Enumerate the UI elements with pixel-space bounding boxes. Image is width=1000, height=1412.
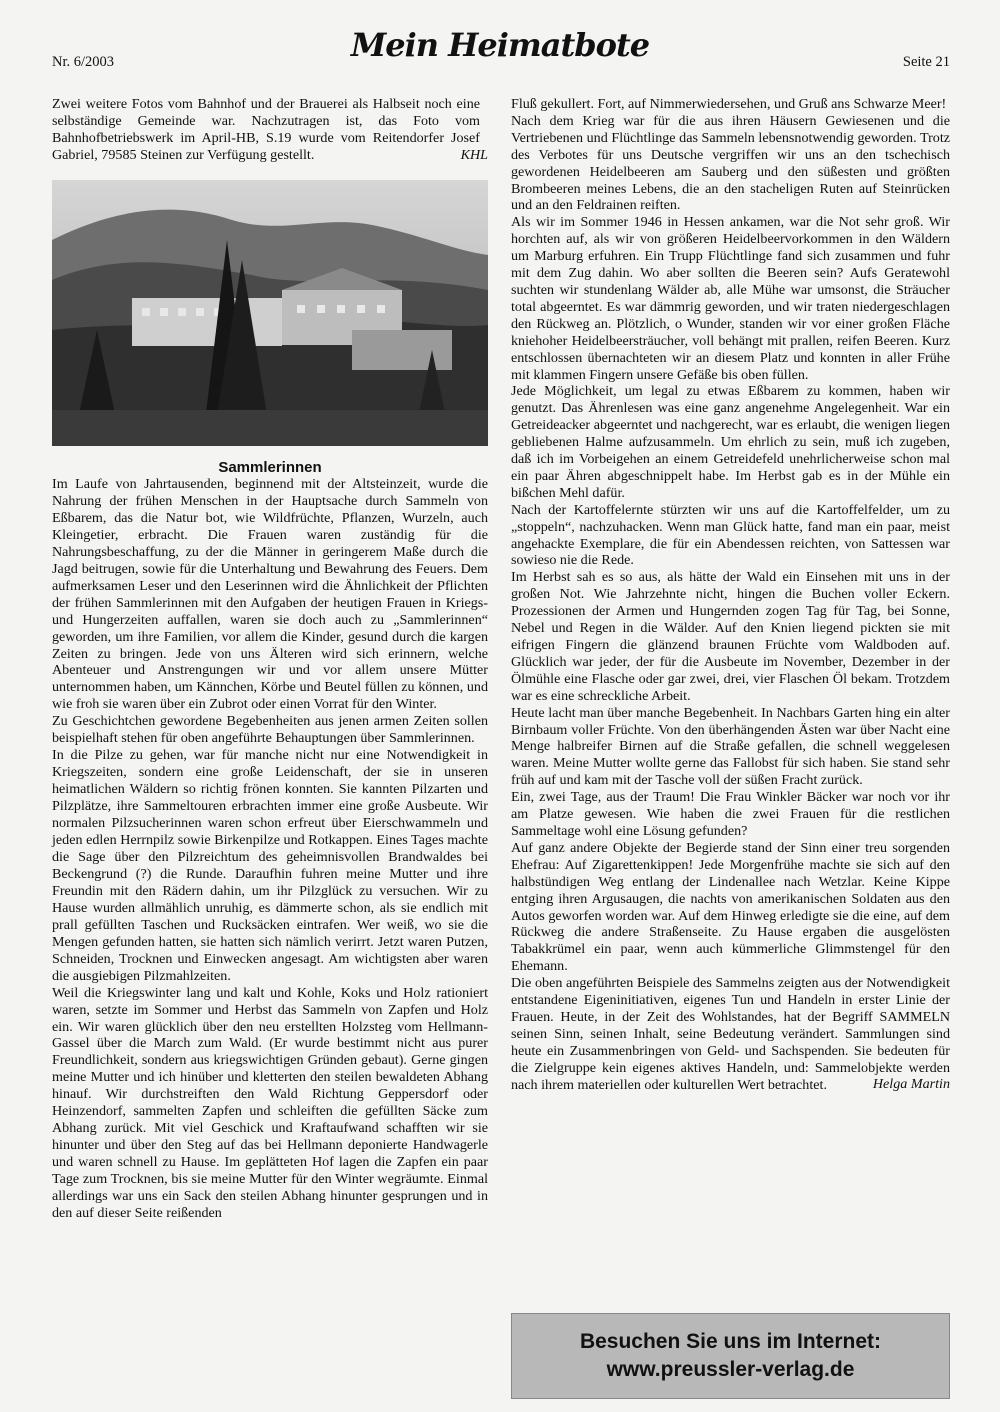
paragraph: In die Pilze zu gehen, war für manche nicht nur eine Notwendigkeit in Kriegszeiten, sondern eine große Leidenschaft, der sie in unseren heimatlichen Wäldern so richtig frönen konnten. Sie kannten Pilzarten und Pilzplätze, ihre Sammeltouren erbrachten immer eine große Ausbeute. Wir normalen Pilzsucherinnen waren schon erfreut über Eierschwammeln und jeden edlen Herrnpilz sowie Birkenpilze und Rotkappen. Eines Tages machte die Sage über den Pilzreichtum des geheimnisvollen Brandwaldes bei Beckengrund (?) die Runde. Daraufhin fuhren meine Mutter und ihre Freundin mit den Rädern dahin, um ihr Pilzglück zu versuchen. Wir zu Hause wurden allmählich unruhig, es dämmerte schon, als sie endlich mit prall gefüllten Taschen und Rucksäcken eintrafen. Wer weiß, wo sie die Mengen gefunden hatten, sie hatten sich nämlich verirrt. Jetzt waren Putzen, Schneiden, Trocknen und Einwecken angesagt. Am wichtigsten aber waren die ausgiebigen Pilzmahlzeiten. [52, 747, 488, 984]
ad-headline: Besuchen Sie uns im Internet: [579, 1330, 882, 1353]
article-left-column [52, 476, 488, 1222]
paragraph: Jede Möglichkeit, um legal zu etwas Eßbarem zu kommen, haben wir genutzt. Das Ährenlesen was eine ganz angenehme Angelegenheit. War ein Getreideacker abgeerntet und nachgerecht, war es erlaubt, die wenigen liegen gebliebenen Halme aufzusammeln. Um ehrlich zu sein, muß ich zugeben, daß ich im Vorbeigehen an einem Getreidefeld unehrlicherweise schon mal ein paar Ähren abgeschnippelt habe. Im Herbst gab es in der Mühle ein bißchen Mehl dafür. [511, 383, 950, 501]
issue-number: Nr. 6/2003 [52, 54, 115, 70]
paragraph: Auf ganz andere Objekte der Begierde stand der Sinn einer treu sorgenden Ehefrau: Auf Zigarettenkippen! Jede Morgenfrühe machte sie sich auf den halbstündigen Weg entlang der Lindenallee nach Wetzlar. Keine Kippe entging ihren Argusaugen, die nachts von amerikanischen Soldaten aus den Autos geworfen worden war. Auf dem Hinweg erledigte sie die eine, auf dem Rückweg die andere Straßenseite. Zu Hause ergaben die ausgelösten Tabakkrümel ein paar, wenn auch kümmerliche Glimmstengel für den Ehemann. [511, 839, 950, 975]
paragraph: Heute lacht man über manche Begebenheit. In Nachbars Garten hing ein alter Birnbaum voller Früchte. Von den überhängenden Ästen war über Nacht eine Menge halbreifer Birnen auf die Straße gefallen, die schnell weggelesen waren. Meine Mutter wollte gerne das Fallobst für sich haben. Sie stand sehr früh auf und kam mit der Tasche voll der süßen Fracht zurück. [511, 704, 950, 789]
paragraph: Nach dem Krieg war für die aus ihren Häusern Gewiesenen und die Vertriebenen und Flüchtlinge das Sammeln lebensnotwendig geworden. Trotz des Verbotes für uns Deutsche vergriffen wir uns an den tschechisch gewordenen Heidelbeeren am Sauberg und den süßesten und größten Brombeeren meines Lebens, die an den stacheligen Ruten auf Steinrücken und an den Feldrainen reiften. [511, 112, 950, 214]
ad-url-link[interactable]: www.preussler-verlag.de [606, 1358, 855, 1381]
closing-paragraph: Die oben angeführten Beispiele des Sammelns zeigten aus der Notwendigkeit entstandene Eigeninitiativen, eigenes Tun und Handeln in erster Linie der Frauen. Heute, in der Zeit des Wohlstandes, hat der Begriff SAMMELN seinen Sinn, seinen Inhalt, seine Bedeutung verändert. Sammlungen sind heute ein Zusammenbringen von Geld- und Sachspenden. Sie bedeuten für die Zielgruppe kein eigenes aktives Handeln, und: Sammelobjekte werden nach ihrem materiellen oder kulturellen Wert betrachtet. [511, 975, 950, 1093]
intro-block [52, 96, 488, 164]
paragraph: Nach der Kartoffelernte stürzten wir uns auf die Kartoffelfelder, um zu „stoppeln“, nachzuhacken. Wenn man Glück hatte, fand man ein paar, meist angehackte Exemplare, die für ein Abendessen reichten, von Sattessen war sowieso nie die Rede. [511, 501, 950, 569]
page-number: Seite 21 [902, 54, 950, 70]
paragraph: Weil die Kriegswinter lang und kalt und Kohle, Koks und Holz rationiert waren, setzte im Sommer und Herbst das Sammeln von Zapfen und Holz ein. Wir waren glücklich über den neu erstellten Holzsteg vom Hellmann-Gassel über die March zum Wald. (Er wurde bestimmt nicht aus purer Freundlichkeit, sondern aus kriegswichtigen Gründen gebaut). Gerne gingen meine Mutter und ich hinüber und kletterten den steilen bewaldeten Abhang hinauf. Wir durchstreiften den Wald Richtung Geppersdorf oder Heinzendorf, sammelten Zapfen und schleiften die gefüllten Säcke zum Abhang zurück. Mit viel Geschick und Kraftaufwand schafften wir sie hinunter und über den Steg auf das bei Hellmann deponierte Handwagerle und waren schnell zu Hause. Im geplätteten Hof lagen die Zapfen ein paar Tage zum Trocknen, bis sie meine Mutter für den Winter wegräumte. Einmal allerdings war uns ein Sack den steilen Abhang hinunter gesprungen und in den auf dieser Seite reißenden [52, 984, 488, 1221]
article-author: Helga Martin [872, 1076, 950, 1093]
article-title: Sammlerinnen [218, 459, 322, 476]
paragraph: Zu Geschichtchen gewordene Begebenheiten aus jenen armen Zeiten sollen beispielhaft stehen für oben angeführte Behauptungen über Sammlerinnen. [52, 713, 488, 747]
paragraph: Ein, zwei Tage, aus der Traum! Die Frau Winkler Bäcker war noch vor ihr am Platze gewesen. Wie haben die zwei Frauen für die restlichen Sammeltage wohl eine Lösung gefunden? [511, 789, 950, 839]
intro-author: KHL [460, 146, 488, 163]
historic-photo [52, 180, 488, 446]
article-right-column [511, 96, 950, 1093]
paragraph: Im Laufe von Jahrtausenden, beginnend mit der Altsteinzeit, wurde die Nahrung der frühen Menschen in der Hauptsache durch Sammeln von Eßbarem, das die Natur bot, wie Wildfrüchte, Pflanzen, Wurzeln, auch Kleingetier, erbracht. Die Frauen waren zuständig für die Nahrungsbeschaffung, zu der die Männer in geringerem Maße durch die Jagd beitrugen, sowie für die Unterhaltung und Bewahrung des Feuers. Dem aufmerksamen Leser und den Leserinnen wird die Ähnlichkeit der Pflichten der frühen Sammlerinnen mit den Aufgaben der heutigen Frauen in Kriegs- und Hungerzeiten auffallen, waren sie doch auch zu „Sammlerinnen“ geworden, um ihre Familien, vor allem die Kinder, gesund durch die kargen Zeiten zu bringen. Jede von uns Älteren wird sich erinnern, welche Abenteuer und Anstrengungen wir und vor allem unsere Mütter unternommen haben, um Kännchen, Körbe und Beutel füllen zu können, und wie froh sie waren über ein Zubrot oder einen Vorrat für den Winter. [52, 476, 488, 713]
paragraph: Als wir im Sommer 1946 in Hessen ankamen, war die Not sehr groß. Wir horchten auf, als wir von größeren Heidelbeervorkommen in den Wäldern um Marburg erfuhren. Ein Trupp Flüchtlinge fand sich zusammen und fuhr mit dem Zug dahin. Wo aber sollten die Beeren sein? Aufs Geratewohl suchten wir stundenlang Wälder ab, alle Mühe war umsonst, die Sträucher total abgeerntet. Es war dämmrig geworden, und wir traten niedergeschlagen den Rückweg an. Plötzlich, o Wunder, standen wir vor einer großen Fläche kniehoher Heidelbeersträucher, voll behängt mit prallen, reifen Beeren. Kurz entschlossen übernachteten wir an diesem Platz und konnten in aller Frühe mit klammen Fingern unsere Gefäße bis oben füllen. [511, 214, 950, 383]
paragraph: Im Herbst sah es so aus, als hätte der Wald ein Einsehen mit uns in der großen Not. Wie Jahrzehnte nicht, hingen die Buchen voller Eckern. Prozessionen der Armen und Hungernden zogen Tag für Tag, bei Sonne, Nebel und Regen in die Wälder. Auf den Knien liegend pickten sie mit eifrigen Fingern die glänzend braunen Früchte vom Waldboden auf. Glücklich war jeder, der für die Ausbeute im November, Dezember in der Ölmühle eine Flasche oder gar zwei, drei, vier Flaschen Öl bekam. Trotzdem war es eine schreckliche Arbeit. [511, 569, 950, 704]
paragraph: Fluß gekullert. Fort, auf Nimmerwiedersehen, und Gruß ans Schwarze Meer! [511, 96, 947, 112]
internet-ad-box [511, 1313, 950, 1399]
intro-text: Zwei weitere Fotos vom Bahnhof und der Brauerei als Halbseit noch eine selbständige Gemeinde war. Nachzutragen ist, das Foto vom Bahnhofbetriebswerk im April-HB, S.19 wurde vom Reitendorfer Josef Gabriel, 79585 Steinen zur Verfügung gestellt. [52, 96, 480, 163]
masthead-logo: Mein Heimatbote [350, 26, 650, 64]
